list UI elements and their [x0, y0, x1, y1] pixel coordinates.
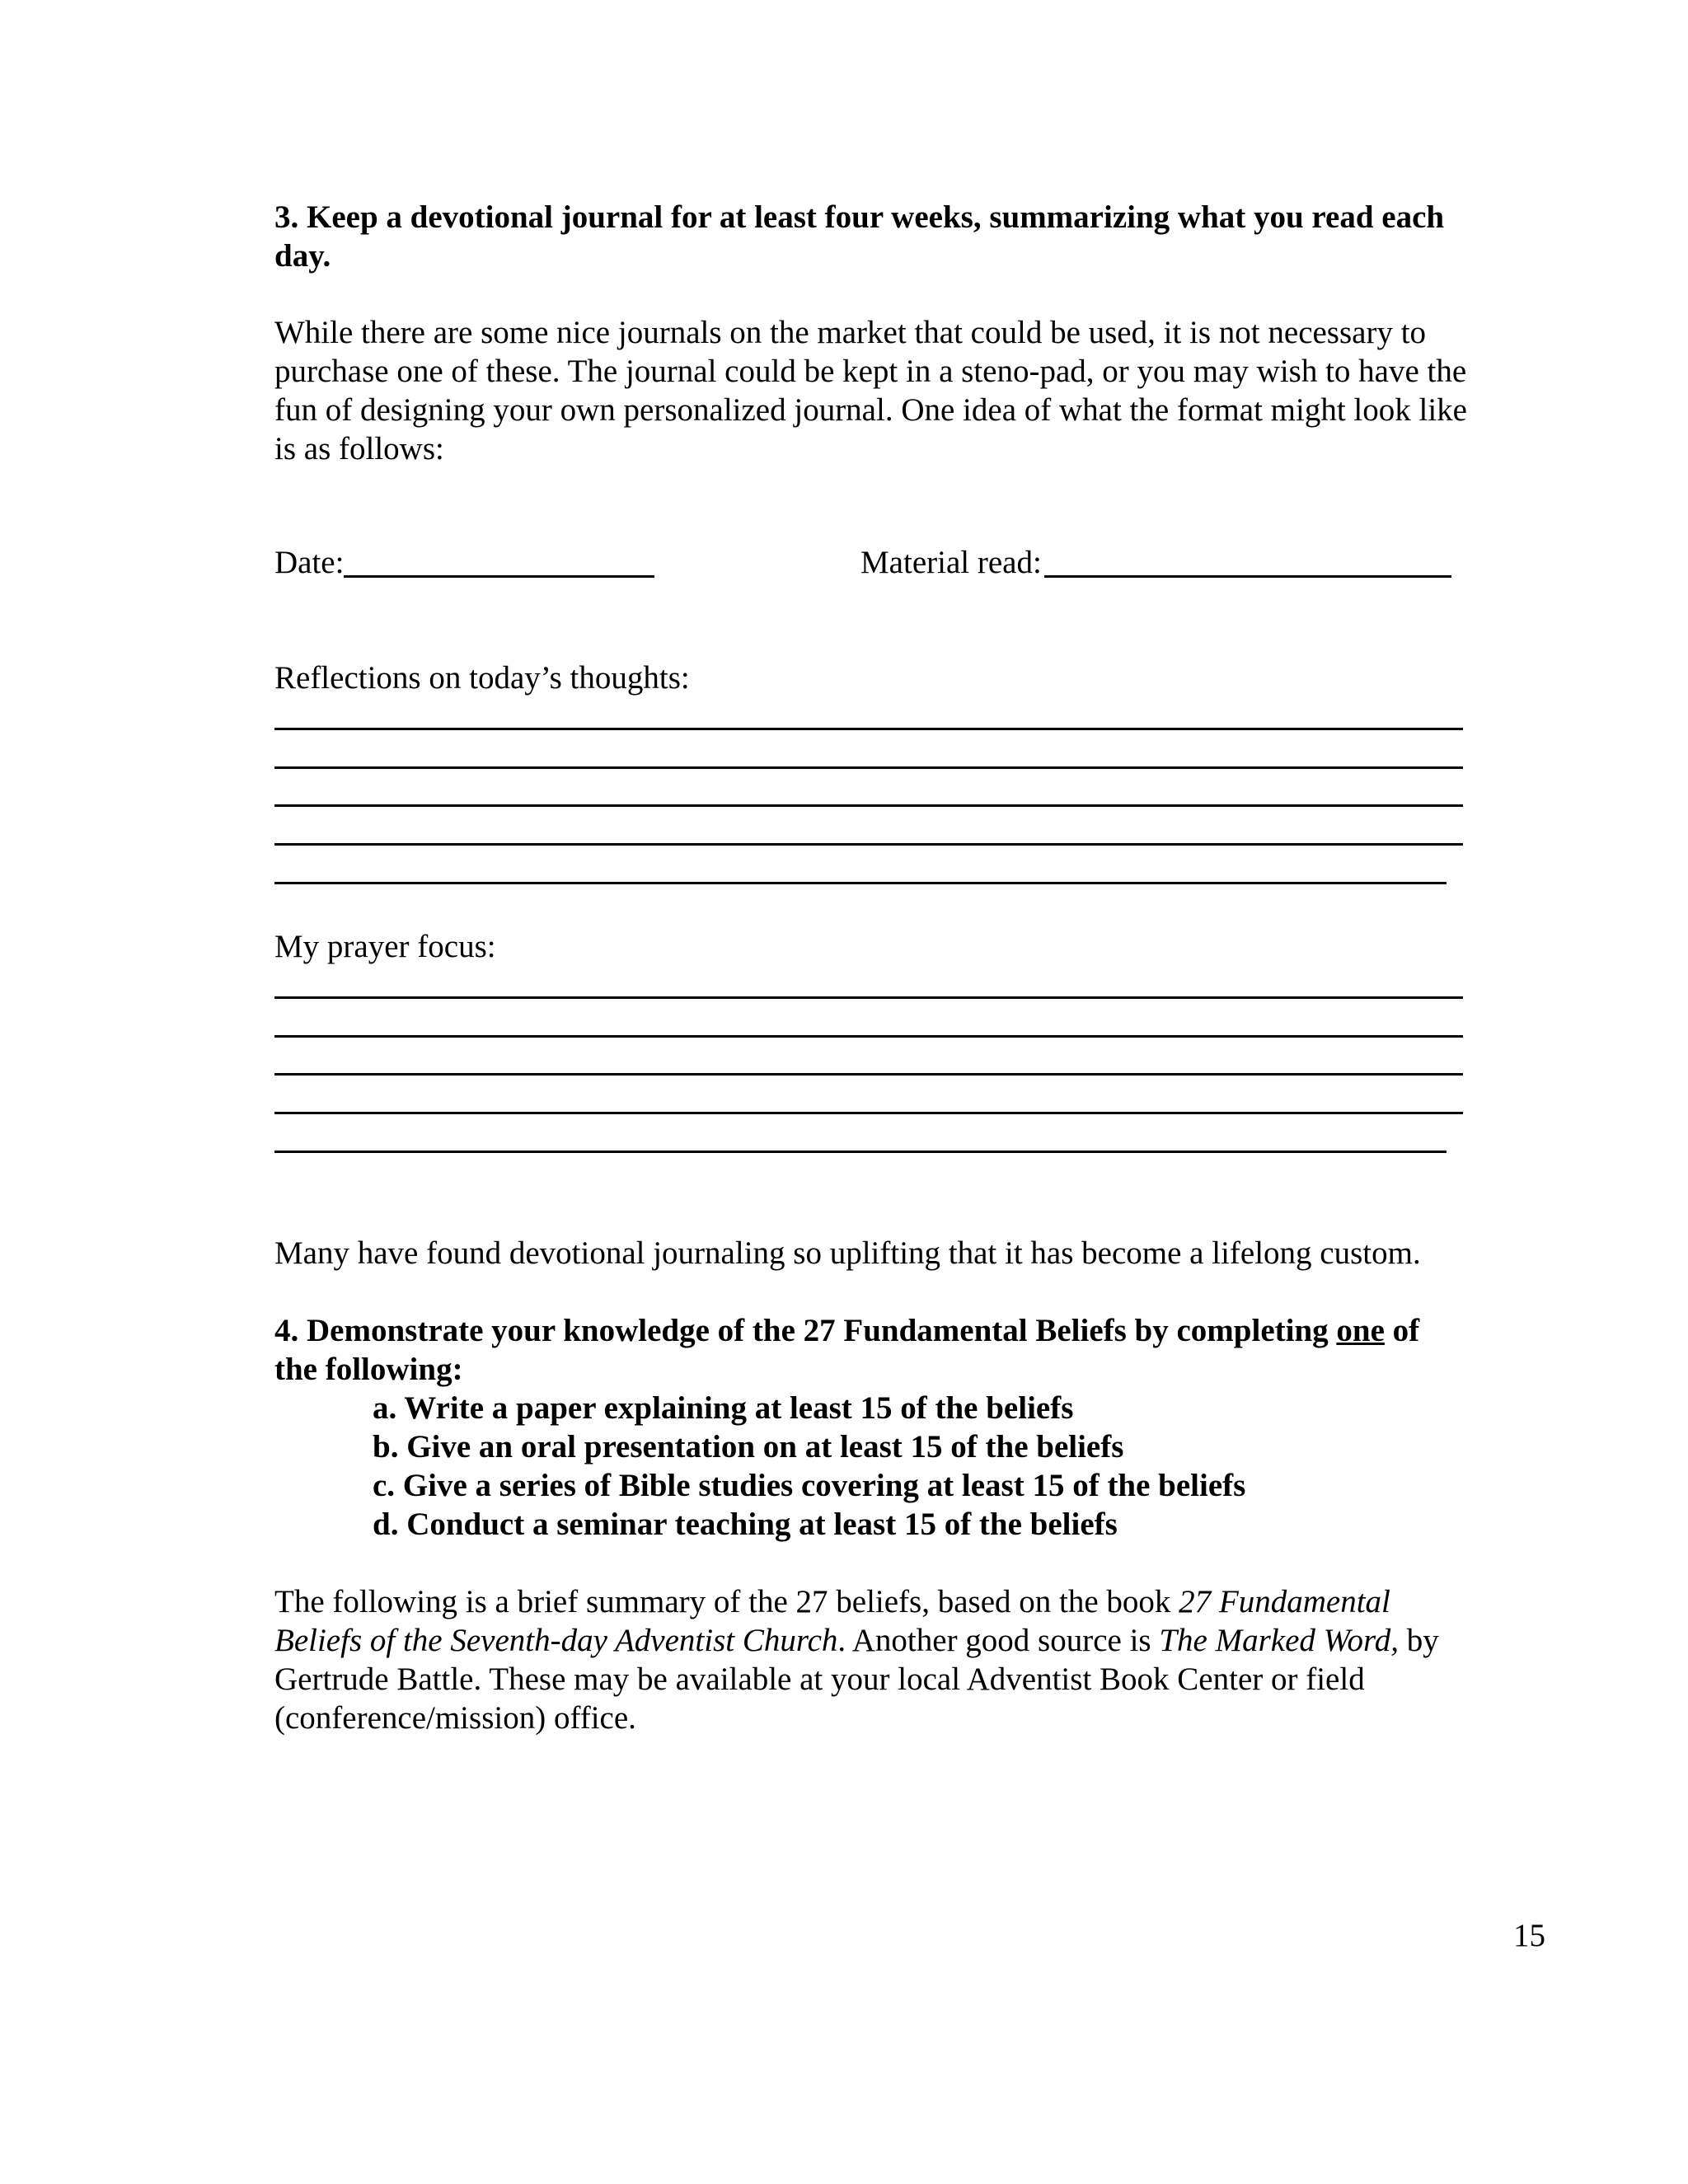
prayer-focus-label: My prayer focus:: [274, 929, 496, 964]
item4-heading: [274, 1311, 1470, 1389]
item4-heading-after: of the following:: [274, 1313, 1420, 1387]
summary-text-3: by Gertrude Battle. These may be available at your local Adventist Book Center or field (conference/mission) office.: [274, 1623, 1439, 1736]
date-blank-line: [344, 575, 654, 578]
prayer-line: [274, 996, 1463, 999]
item4-heading-underlined: one: [1336, 1313, 1385, 1348]
reflections-line: [274, 766, 1463, 769]
prayer-line: [274, 1112, 1463, 1114]
date-label: Date:: [274, 545, 345, 580]
reflections-line: [274, 804, 1463, 807]
prayer-line: [274, 1151, 1447, 1153]
prayer-line: [274, 1073, 1463, 1076]
book-title-1: 27 Fundamental Beliefs of the Seventh-day Adventist Church: [274, 1584, 1390, 1658]
reflections-line: [274, 882, 1447, 884]
summary-paragraph: [274, 1582, 1470, 1737]
list-item: d. Conduct a seminar teaching at least 15 of the beliefs: [373, 1507, 1118, 1542]
summary-text-2: . Another good source is: [837, 1623, 1160, 1658]
page-number: 15: [1513, 1918, 1545, 1953]
item4-options-list: [373, 1389, 1245, 1544]
closing-text: Many have found devotional journaling so uplifting that it has become a lifelong custom.: [274, 1235, 1421, 1271]
list-item: b. Give an oral presentation on at least 15 of the beliefs: [373, 1429, 1124, 1465]
reflections-label: Reflections on today’s thoughts:: [274, 660, 690, 696]
reflections-line: [274, 728, 1463, 730]
reflections-line: [274, 843, 1463, 846]
item4-heading-before: 4. Demonstrate your knowledge of the 27 Fundamental Beliefs by completing: [274, 1313, 1337, 1348]
list-item: a. Write a paper explaining at least 15 of the beliefs: [373, 1390, 1074, 1426]
item3-body: While there are some nice journals on the market that could be used, it is not necessary to purchase one of these. The journal could be kept in a steno-pad, or you may wish to have the fun of designing your own personalized journal. One idea of what the format might look like is as follows:: [274, 315, 1467, 466]
list-item: c. Give a series of Bible studies covering at least 15 of the beliefs: [373, 1468, 1246, 1503]
summary-text-1: The following is a brief summary of the 27 beliefs, based on the book: [274, 1584, 1179, 1619]
book-title-2: The Marked Word,: [1159, 1623, 1400, 1658]
item3-heading: 3. Keep a devotional journal for at least four weeks, summarizing what you read each day.: [274, 199, 1445, 274]
material-read-label: Material read:: [860, 545, 1042, 580]
prayer-line: [274, 1035, 1463, 1038]
material-read-blank-line: [1044, 575, 1451, 578]
